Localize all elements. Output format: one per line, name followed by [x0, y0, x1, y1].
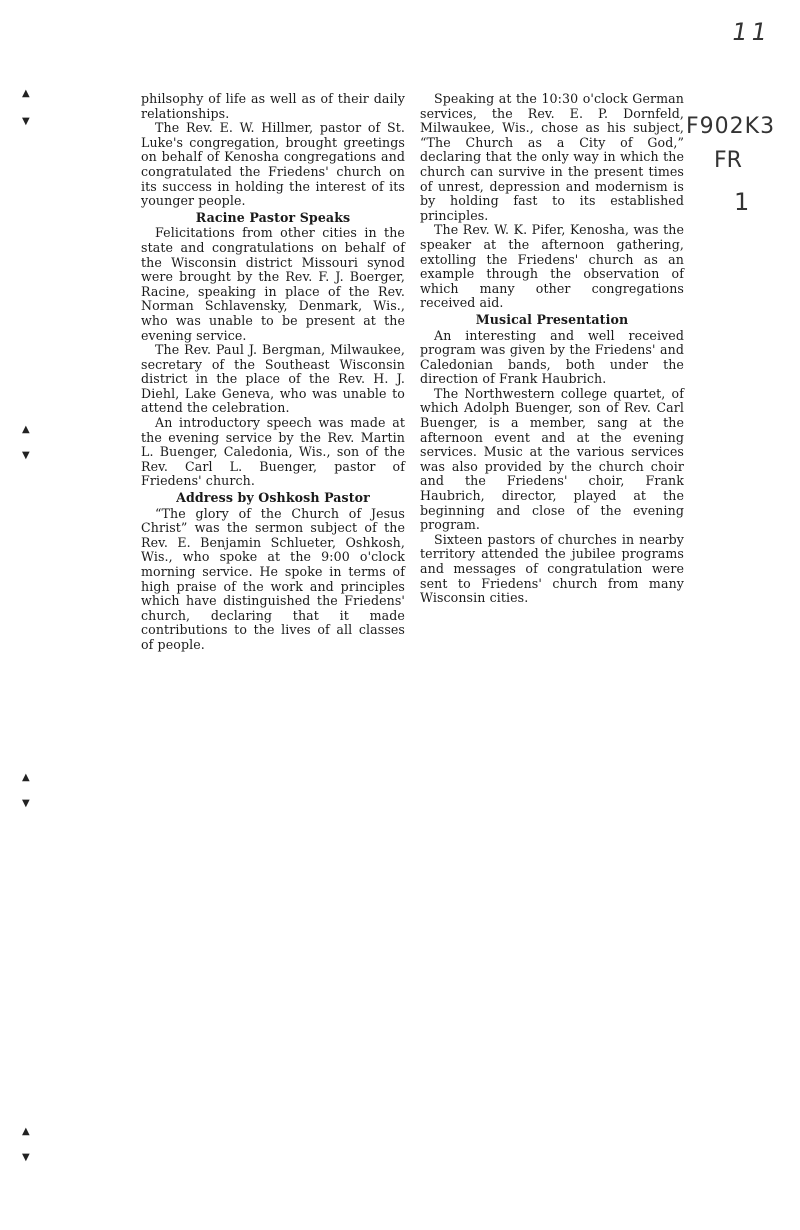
margin-up-icon: ▲	[22, 424, 30, 435]
paragraph: The Northwestern college quartet, of which Adolph Buenger, son of Rev. Carl Buenger, is a member, sang at the afternoon event and at the evening services. Music at the various services was also provided by the church choir and the Friedens' choir, Frank Haubrich, director, played at the beginning and close of the evening program.	[420, 385, 684, 533]
paragraph: The Rev. E. W. Hillmer, pastor of St. Luke's congregation, brought greetings on behalf of Kenosha congregations and congratulated the Friedens' church on its success in holding the interest of its younger people.	[141, 120, 405, 209]
margin-down-icon: ▼	[22, 116, 30, 127]
subheading: Address by Oshkosh Pastor	[176, 490, 370, 506]
margin-down-icon: ▼	[22, 798, 30, 809]
paragraph: Sixteen pastors of churches in nearby territory attended the jubilee programs and messages of congratulation were sent to Friedens' church from many Wisconsin cities.	[420, 531, 684, 606]
paragraph: An interesting and well received program was given by the Friedens' and Caledonian bands, both under the direction of Frank Haubrich.	[420, 327, 684, 387]
margin-down-icon: ▼	[22, 450, 30, 461]
subheading: Musical Presentation	[475, 311, 629, 327]
handwritten-page-number: 11	[729, 18, 774, 46]
handwritten-count: 1	[734, 188, 750, 216]
article-column-left	[141, 92, 405, 653]
handwritten-initials: FR	[714, 148, 742, 173]
paragraph: The Rev. Paul J. Bergman, Milwaukee, secretary of the Southeast Wisconsin district in the place of the Rev. H. J. Diehl, Lake Geneva, who was unable to attend the celebration.	[141, 342, 405, 416]
handwritten-code: F902K3	[686, 114, 776, 139]
margin-down-icon: ▼	[22, 1152, 30, 1163]
margin-up-icon: ▲	[22, 88, 30, 99]
margin-up-icon: ▲	[22, 772, 30, 783]
paragraph: Speaking at the 10:30 o'clock German services, the Rev. E. P. Dornfeld, Milwaukee, Wis., chose as his subject, “The Church as a City of God,” declaring that the only way in which the church can survive in the present times of unrest, depression and modernism is by holding fast to its established principles.	[420, 91, 684, 223]
paragraph: philsophy of life as well as of their daily relationships.	[141, 91, 405, 121]
paragraph: “The glory of the Church of Jesus Christ” was the sermon subject of the Rev. E. Benjamin Schlueter, Oshkosh, Wis., who spoke at the 9:00 o'clock morning service. He spoke in terms of high praise of the work and principles which have distinguished the Friedens' church, declaring that it made contributions to the lives of all classes of people.	[141, 505, 405, 652]
paragraph: Felicitations from other cities in the state and congratulations on behalf of the Wisconsin district Missouri synod were brought by the Rev. F. J. Boerger, Racine, speaking in place of the Rev. Norman Schlavensky, Denmark, Wis., who was unable to be present at the evening service.	[141, 225, 405, 343]
margin-up-icon: ▲	[22, 1126, 30, 1137]
article-column-right	[420, 92, 684, 606]
paragraph: An introductory speech was made at the evening service by the Rev. Martin L. Buenger, Caledonia, Wis., son of the Rev. Carl L. Buenger, pastor of Friedens' church.	[141, 415, 405, 489]
paragraph: The Rev. W. K. Pifer, Kenosha, was the speaker at the afternoon gathering, extolling the Friedens' church as an example through the observation of which many other congregations received aid.	[420, 222, 684, 311]
subheading: Racine Pastor Speaks	[195, 209, 351, 225]
